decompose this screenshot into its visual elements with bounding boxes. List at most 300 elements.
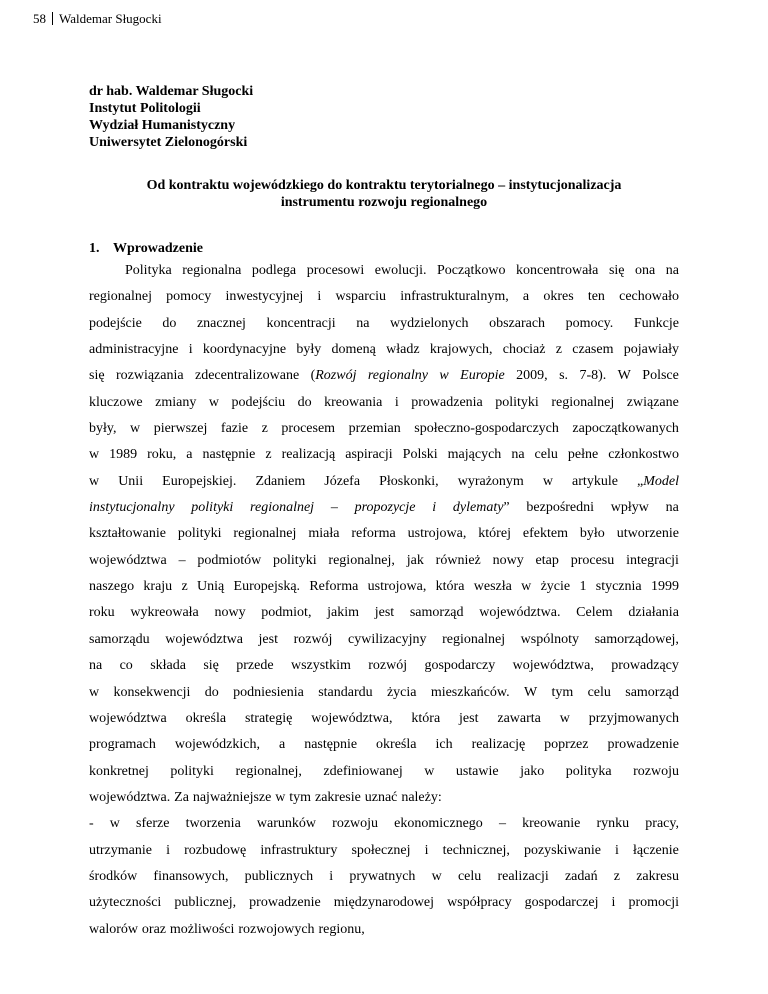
- word: kreowanie: [522, 816, 581, 832]
- word: w: [542, 473, 553, 489]
- word: członkostwo: [608, 447, 679, 463]
- word: na: [356, 315, 370, 331]
- word: strategię: [244, 710, 293, 726]
- word: wykreowała: [130, 605, 199, 621]
- word: a: [186, 447, 193, 463]
- word: ekonomicznego: [394, 816, 483, 832]
- word: ten: [587, 289, 605, 305]
- word: z: [261, 421, 268, 437]
- article-title: [89, 177, 679, 211]
- word: poprzez: [544, 737, 589, 753]
- word: jakim: [327, 605, 360, 621]
- body-paragraph: [89, 258, 679, 943]
- word: procesu: [570, 552, 615, 568]
- word: infrastrukturalnym,: [400, 289, 509, 305]
- word: zakresie: [314, 789, 361, 805]
- word: województwa.: [89, 789, 171, 805]
- section-heading: [89, 240, 203, 257]
- word: –: [498, 816, 506, 832]
- word: warunków: [256, 816, 317, 832]
- word: wspólnoty: [520, 631, 579, 647]
- paragraph-line: [89, 337, 679, 363]
- word: konkretnej: [89, 763, 149, 779]
- paragraph-line: [89, 627, 679, 653]
- word: która: [411, 710, 441, 726]
- word: prowadzący: [611, 658, 679, 674]
- word: w: [559, 710, 570, 726]
- word: programach: [89, 737, 156, 753]
- word: rozwiązania: [115, 368, 184, 384]
- word: podejście: [89, 315, 142, 331]
- word: w: [275, 789, 286, 805]
- paragraph-line: [89, 363, 679, 389]
- word: s.: [559, 368, 569, 384]
- word: wyrażonym: [457, 473, 524, 489]
- word: pojawiały: [623, 342, 679, 358]
- word: naszego: [89, 579, 135, 595]
- word: regionalnej: [89, 289, 152, 305]
- word: obszarach: [489, 315, 546, 331]
- word: i: [166, 842, 170, 858]
- paragraph-line: [89, 811, 679, 837]
- word: –: [330, 500, 338, 516]
- paragraph-line: [89, 890, 679, 916]
- word: fazie: [220, 421, 249, 437]
- word: z: [265, 447, 272, 463]
- word: etap: [535, 552, 559, 568]
- word: celu: [587, 684, 611, 700]
- article-title-line: instrumentu rozwoju regionalnego: [280, 195, 488, 210]
- word: tym: [289, 789, 312, 805]
- word: okres: [543, 289, 574, 305]
- word: i: [424, 842, 429, 858]
- word: Polski: [402, 447, 438, 463]
- paragraph-line: [89, 759, 679, 785]
- word: zadań: [564, 868, 598, 884]
- word: regionalny: [367, 368, 429, 384]
- word: zmiany: [155, 394, 197, 410]
- word: tworzenia: [185, 816, 241, 832]
- word: przyjmowanych: [588, 710, 679, 726]
- word: inwestycyjnej: [225, 289, 304, 305]
- word: należy:: [401, 789, 442, 805]
- quote-mark: ”: [503, 500, 510, 516]
- word: samorządowej,: [594, 631, 679, 647]
- word: następnie: [304, 737, 358, 753]
- word: co: [119, 658, 133, 674]
- word: konsekwencji: [113, 684, 191, 700]
- word: weszła: [473, 579, 512, 595]
- word: regionalnej: [442, 631, 506, 647]
- word: prowadzenie: [249, 895, 321, 911]
- word: rozwojowych: [238, 921, 315, 937]
- word: procesem: [281, 421, 336, 437]
- word: i: [317, 289, 322, 305]
- word: związane: [626, 394, 679, 410]
- paragraph-line: [89, 917, 679, 943]
- word: się: [203, 658, 219, 674]
- word: Józefa: [324, 473, 361, 489]
- word: czasem: [572, 342, 614, 358]
- word: przemian: [348, 421, 401, 437]
- word: i: [615, 842, 619, 858]
- word: działania: [628, 605, 679, 621]
- word: zdecentralizowane: [195, 368, 300, 384]
- paragraph-line: [89, 258, 679, 284]
- word: infrastruktury: [260, 842, 338, 858]
- word: miała: [308, 526, 340, 542]
- word: koncentrowała: [515, 263, 599, 278]
- word: w: [521, 579, 532, 595]
- word: podmiot,: [261, 605, 312, 621]
- paragraph-line: [89, 653, 679, 679]
- word: Funkcje: [633, 315, 679, 331]
- word: i: [432, 500, 437, 516]
- word: wsparciu: [335, 289, 387, 305]
- running-head: [33, 10, 162, 27]
- word: gospodarczej: [524, 895, 599, 911]
- word: Za: [174, 789, 189, 805]
- italic-text: Model: [643, 473, 679, 489]
- word: regionalnej: [233, 526, 297, 542]
- paragraph-line: [89, 548, 679, 574]
- running-head-author: Waldemar Sługocki: [59, 11, 162, 26]
- word: łączenie: [633, 842, 679, 858]
- word: mieszkańców.: [430, 684, 510, 700]
- word: uznać: [364, 789, 398, 805]
- paragraph-line: [89, 785, 679, 811]
- word: możliwości: [169, 921, 235, 937]
- word: z: [555, 342, 562, 358]
- word: publicznych: [244, 868, 314, 884]
- word: kreowania: [324, 394, 383, 410]
- word: ustrojowa,: [407, 526, 467, 542]
- word: propozycje: [354, 500, 416, 516]
- word: aspiracji: [345, 447, 393, 463]
- word: samorząd: [625, 684, 679, 700]
- paragraph-line: [89, 442, 679, 468]
- word: regionalnej: [250, 500, 315, 516]
- word: prowadzenie: [607, 737, 679, 753]
- word: rynku: [596, 816, 630, 832]
- word: Polsce: [642, 368, 679, 384]
- word: zdefiniowanej: [323, 763, 403, 779]
- word: przede: [236, 658, 274, 674]
- word: tym: [551, 684, 574, 700]
- word: do: [162, 315, 177, 331]
- word: w: [208, 394, 219, 410]
- word: reforma: [351, 526, 396, 542]
- word: następnie: [202, 447, 256, 463]
- word: bezpośredni: [526, 500, 595, 516]
- word: wydzielonych: [389, 315, 469, 331]
- word: efektem: [522, 526, 568, 542]
- word: Unii: [118, 473, 144, 489]
- word: prowadzenia: [411, 394, 483, 410]
- word: i: [329, 868, 334, 884]
- word: regionalnej,: [328, 552, 395, 568]
- word: kształtowanie: [89, 526, 166, 542]
- word: polityka: [565, 763, 612, 779]
- word: polityki: [273, 552, 317, 568]
- word: województwa,: [512, 658, 594, 674]
- parenthesis: (: [310, 368, 316, 384]
- word: cywilizacyjny: [348, 631, 427, 647]
- word: stycznia: [595, 579, 642, 595]
- word: W: [617, 368, 631, 384]
- word: domeną: [331, 342, 376, 358]
- word: Początkowo: [437, 263, 506, 278]
- author-faculty: Wydział Humanistyczny: [89, 118, 236, 133]
- word: się: [89, 368, 105, 384]
- word: pracy,: [645, 816, 679, 832]
- paragraph-line: [89, 390, 679, 416]
- word: społeczno-gospodarczych: [414, 421, 559, 437]
- word: ewolucji.: [374, 263, 427, 278]
- word: artykule: [572, 473, 618, 489]
- word: rozwoju: [633, 763, 679, 779]
- word: pomocy: [166, 289, 212, 305]
- word: administracyjne: [89, 342, 179, 358]
- author-university: Uniwersytet Zielonogórski: [89, 135, 248, 150]
- word: 7-8).: [579, 368, 607, 384]
- word: –: [178, 552, 186, 568]
- word: rozbudowę: [184, 842, 247, 858]
- word: i: [188, 342, 193, 358]
- word: na: [665, 500, 679, 516]
- word: województwa: [89, 552, 167, 568]
- word: technicznej,: [442, 842, 510, 858]
- word: środków: [89, 868, 138, 884]
- word: i: [394, 394, 399, 410]
- word: województwa.: [479, 605, 561, 621]
- word: utrzymanie: [89, 842, 152, 858]
- word: regionalnej: [551, 394, 615, 410]
- word: 1989: [109, 447, 138, 463]
- italic-text: dylematy: [452, 500, 504, 516]
- word: koncentracji: [266, 315, 336, 331]
- word: regionalna: [182, 263, 242, 278]
- word: w: [424, 763, 435, 779]
- word: jest: [374, 605, 395, 621]
- paragraph-line: [89, 732, 679, 758]
- word: wpływ: [610, 500, 649, 516]
- word: na: [89, 658, 103, 674]
- word: której: [478, 526, 511, 542]
- paragraph-line: [89, 311, 679, 337]
- word: regionu,: [318, 921, 365, 937]
- word: pozyskiwanie: [523, 842, 601, 858]
- paragraph-line: [89, 838, 679, 864]
- word: walorów: [89, 921, 138, 937]
- word: Celem: [576, 605, 613, 621]
- word: utworzenie: [616, 526, 679, 542]
- word: promocji: [628, 895, 679, 911]
- word: polityki: [191, 500, 234, 516]
- word: Polityka: [125, 263, 172, 278]
- word: było: [579, 526, 605, 542]
- word: polityki: [495, 394, 539, 410]
- word: ich: [435, 737, 453, 753]
- author-affiliation-block: [89, 83, 253, 151]
- word: były: [296, 342, 322, 358]
- word: życia: [386, 684, 417, 700]
- word: były,: [89, 421, 117, 437]
- word: pierwszej: [153, 421, 208, 437]
- word: realizacją: [281, 447, 336, 463]
- word: [311, 363, 357, 389]
- word: z: [613, 868, 620, 884]
- word: regionalnej,: [235, 763, 302, 779]
- paragraph-line: [89, 680, 679, 706]
- word: nowy: [492, 552, 524, 568]
- word: -: [89, 816, 94, 832]
- word: 2009,: [516, 368, 548, 384]
- word: i: [611, 895, 616, 911]
- word: na: [511, 447, 525, 463]
- running-head-separator: [52, 12, 53, 25]
- paragraph-line: [89, 284, 679, 310]
- word: na: [665, 263, 679, 278]
- word: celu: [534, 447, 558, 463]
- word: pomocy.: [565, 315, 614, 331]
- paragraph-line: [89, 574, 679, 600]
- author-institute: Instytut Politologii: [89, 101, 201, 116]
- section-title: Wprowadzenie: [113, 241, 203, 256]
- word: do: [204, 684, 219, 700]
- word: współpracy: [447, 895, 512, 911]
- word: się: [608, 263, 625, 278]
- word: podniesienia: [233, 684, 304, 700]
- word: użyteczności: [89, 895, 162, 911]
- word: w: [109, 816, 120, 832]
- italic-text: Rozwój: [315, 368, 357, 384]
- word: samorządu: [89, 631, 150, 647]
- word: w: [431, 868, 442, 884]
- word: [637, 469, 679, 495]
- word: w: [130, 421, 141, 437]
- word: wszystkim: [290, 658, 351, 674]
- word: a: [522, 289, 530, 305]
- word: polityki: [170, 763, 214, 779]
- word: województwa: [165, 631, 243, 647]
- word: realizację: [471, 737, 526, 753]
- word: roku: [89, 605, 115, 621]
- quote-mark: „: [636, 473, 644, 489]
- word: życie: [540, 579, 571, 595]
- word: jako: [520, 763, 545, 779]
- word: pełne: [567, 447, 599, 463]
- word: zawarta: [497, 710, 541, 726]
- word: 1: [579, 579, 587, 595]
- paragraph-line: [89, 706, 679, 732]
- word: Płoskonki,: [379, 473, 439, 489]
- word: a: [278, 737, 286, 753]
- word: integracji: [626, 552, 679, 568]
- word: w: [89, 447, 100, 463]
- word: nowy: [214, 605, 246, 621]
- paragraph-line: [89, 521, 679, 547]
- word: celu: [457, 868, 482, 884]
- article-title-line: Od kontraktu wojewódzkiego do kontraktu terytorialnego – instytucjonalizacja: [146, 178, 622, 193]
- word: finansowych,: [153, 868, 229, 884]
- word: znacznej: [196, 315, 246, 331]
- word: koordynacyjne: [202, 342, 287, 358]
- word: polityki: [177, 526, 222, 542]
- word: określa: [185, 710, 227, 726]
- word: mających: [447, 447, 502, 463]
- word: ustrojowa,: [367, 579, 427, 595]
- word: województwa: [89, 710, 167, 726]
- word: cechowało: [619, 289, 679, 305]
- author-name: dr hab. Waldemar Sługocki: [89, 84, 254, 99]
- word: zakresu: [636, 868, 679, 884]
- word: samorząd: [409, 605, 464, 621]
- word: Europie: [460, 368, 505, 384]
- word: w: [89, 473, 100, 489]
- word: prywatnych: [349, 868, 416, 884]
- word: w: [89, 684, 100, 700]
- word: międzynarodowej: [333, 895, 435, 911]
- paragraph-line: [89, 495, 679, 521]
- word: ona: [635, 263, 656, 278]
- word: Zdaniem: [255, 473, 306, 489]
- word: jest: [459, 710, 479, 726]
- word: chociaż: [502, 342, 546, 358]
- word: ustawie: [455, 763, 499, 779]
- word: krajowych,: [429, 342, 493, 358]
- word: wojewódzkich,: [174, 737, 260, 753]
- word: do: [297, 394, 312, 410]
- word: kraju: [143, 579, 173, 595]
- word: władz: [386, 342, 420, 358]
- word: podlega: [251, 263, 297, 278]
- word: instytucjonalny: [89, 500, 175, 516]
- word: gospodarczy: [424, 658, 496, 674]
- word: oraz: [141, 921, 166, 937]
- section-number: 1.: [89, 241, 100, 256]
- word: podmiotów: [197, 552, 262, 568]
- word: kluczowe: [89, 394, 143, 410]
- word: W: [523, 684, 538, 700]
- word: województwa,: [311, 710, 393, 726]
- paragraph-line: [89, 416, 679, 442]
- word: 1999: [650, 579, 679, 595]
- word: jak: [406, 552, 424, 568]
- word: najważniejsze: [192, 789, 272, 805]
- word: procesowi: [306, 263, 365, 278]
- paragraph-line: [89, 864, 679, 890]
- word: rozwój: [368, 658, 408, 674]
- paragraph-line: [89, 600, 679, 626]
- word: składa: [150, 658, 186, 674]
- word: realizacji: [497, 868, 549, 884]
- word: publicznej,: [174, 895, 237, 911]
- word: Reforma: [309, 579, 359, 595]
- word: rozwoju: [332, 816, 379, 832]
- word: która: [435, 579, 465, 595]
- word: rozwój: [293, 631, 333, 647]
- word: sferze: [136, 816, 170, 832]
- paragraph-line: [89, 469, 679, 495]
- word: zapoczątkowanych: [572, 421, 679, 437]
- word: w: [439, 368, 449, 384]
- word: standardu: [318, 684, 373, 700]
- word: podejściu: [231, 394, 286, 410]
- word: Europejską.: [233, 579, 301, 595]
- word: Unią: [197, 579, 225, 595]
- word: społecznej: [351, 842, 411, 858]
